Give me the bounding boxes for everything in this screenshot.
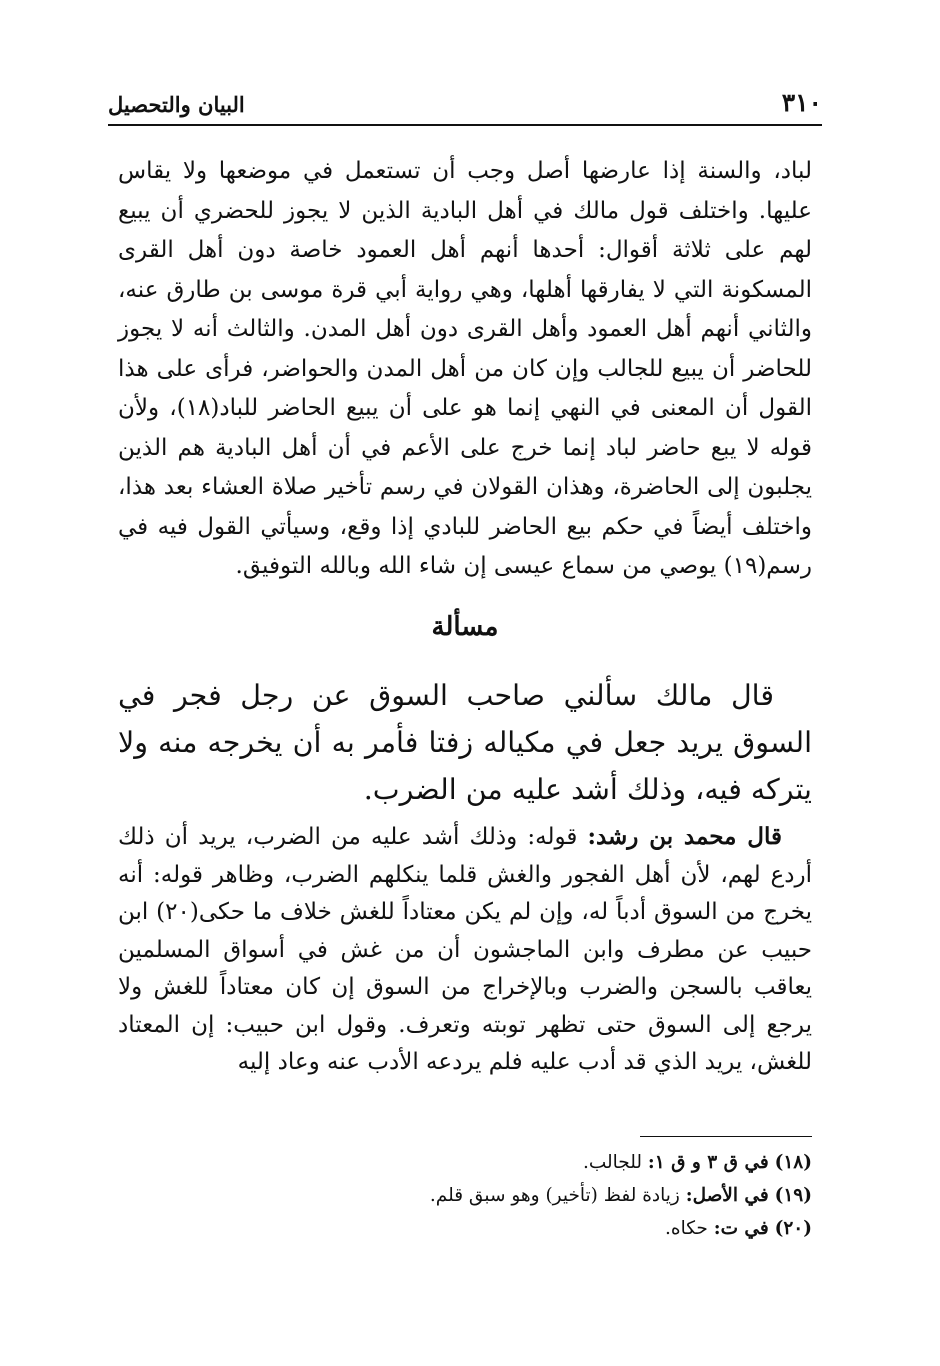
page-header [108, 88, 822, 126]
footnote-source: في ق ٣ و ق ١: [647, 1152, 769, 1173]
footnote [118, 1146, 812, 1179]
footnotes-list [118, 1146, 812, 1245]
footnote-source: في ت: [713, 1218, 769, 1239]
footnote-text: للجالب. [582, 1152, 648, 1173]
footnote-text: حكاه. [665, 1218, 714, 1239]
commentator-label: قال محمد بن رشد: [587, 823, 782, 850]
footnote-marker: (١٨) [774, 1152, 812, 1173]
commentary-paragraph [118, 818, 812, 1082]
footnote-text: زيادة لفظ (تأخير) وهو سبق قلم. [429, 1185, 686, 1206]
running-title: البيان والتحصيل [108, 92, 245, 117]
footnote-marker: (٢٠) [774, 1218, 812, 1239]
footnote [118, 1179, 812, 1212]
footnote-source: في الأصل: [685, 1185, 769, 1206]
footnote-marker: (١٩) [774, 1185, 812, 1206]
section-title: مسألة [431, 612, 499, 642]
body-paragraph: لباد، والسنة إذا عارضها أصل وجب أن تستعمل في موضعها ولا يقاس عليها. واختلف قول مالك في أهل البادية الذين لا يجوز للحضري أن يبيع لهم على ثلاثة أقوال: أحدها أنهم أهل العمود خاصة دون أهل القرى المسكونة التي لا يفارقها أهلها، وهي رواية أبي قرة موسى بن طارق عنه، والثاني أنهم أهل العمود وأهل القرى دون أهل المدن. والثالث أنه لا يجوز للحاضر أن يبيع للجالب وإن كان من أهل المدن والحواضر، فرأى على هذا القول أن المعنى في النهي إنما هو على أن يبيع الحاضر للباد(١٨)، ولأن قوله لا يبع حاضر لباد إنما خرج على الأعم في أن أهل البادية هم الذين يجلبون إلى الحاضرة، وهذان القولان في رسم تأخير صلاة العشاء بعد هذا، واختلف أيضاً في حكم بيع الحاضر للبادي إذا وقع، وسيأتي القول فيه في رسم(١٩) يوصي من سماع عيسى إن شاء الله وبالله التوفيق. [118, 158, 812, 579]
footnote [118, 1212, 812, 1245]
footnote-divider [640, 1136, 812, 1137]
quoted-question: قال مالك سألني صاحب السوق عن رجل فجر في السوق يريد جعل في مكياله زفتا فأمر به أن يخرجه منه ولا يتركه فيه، وذلك أشد عليه من الضرب. [118, 679, 812, 806]
commentary-text: قوله: وذلك أشد عليه من الضرب، يريد أن ذلك أردع لهم، لأن أهل الفجور والغش قلما ينكلهم الضرب، وظاهر قوله: أنه يخرج من السوق أدباً له، وإن لم يكن معتاداً للغش خلاف ما حكى(٢٠) ابن حبيب عن مطرف وابن الماجشون أن من غش في أسواق المسلمين يعاقب بالسجن والضرب وبالإخراج من السوق إن كان معتاداً للغش ولا يرجع إلى السوق حتى تظهر توبته وتعرف. وقول ابن حبيب: إن المعتاد للغش، يريد الذي قد أدب عليه فلم يردعه الأدب عنه وعاد إليه [118, 824, 812, 1075]
page-number: ٣١٠ [781, 88, 822, 117]
